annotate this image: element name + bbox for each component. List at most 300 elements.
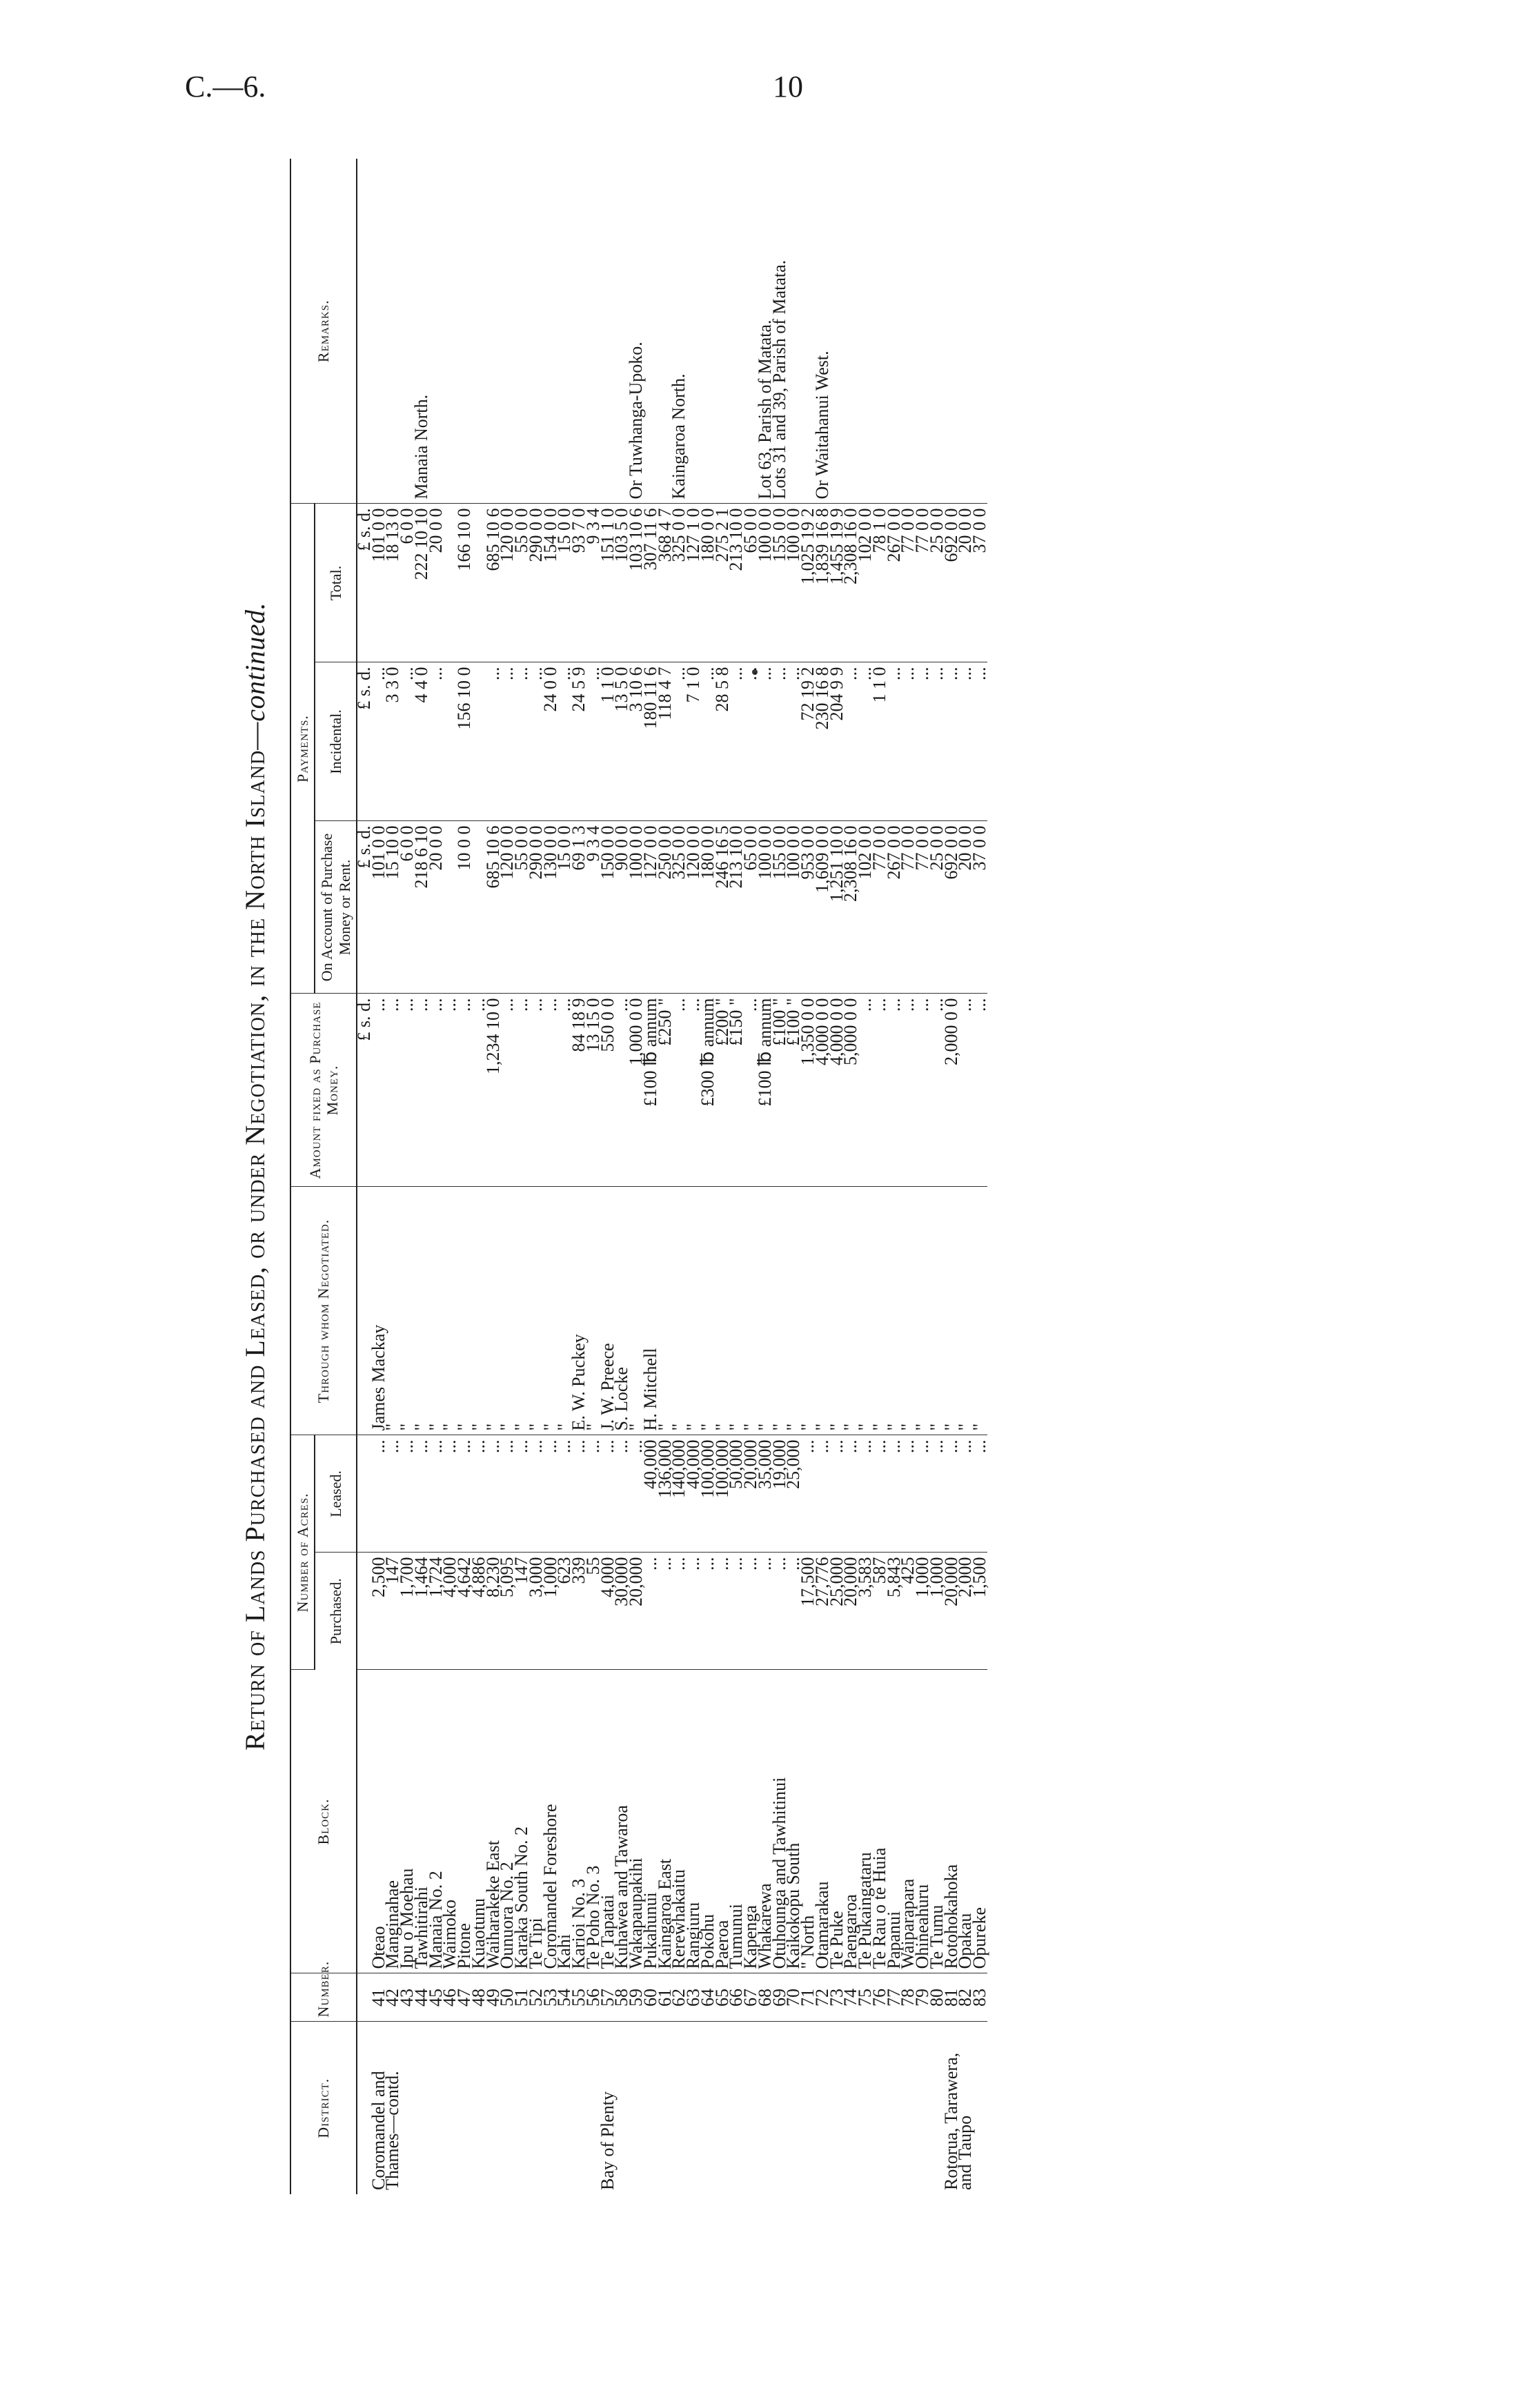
total-cell: 127 1 0 [687,504,701,662]
district-cell: Rotorua, Tarawera, [940,2052,961,2190]
purchased-cell: 20,000 [844,1553,858,1670]
through-cell: " [486,1187,501,1435]
remarks-cell [687,159,701,504]
through-cell: " [400,1187,415,1435]
incidental-cell: ... [901,662,916,821]
purchased-cell: 3,000 [529,1553,544,1670]
leased-cell: 140,000 [672,1435,687,1553]
amount-cell: ... [557,994,572,1187]
total-cell: 1,025 19 2 [801,504,816,662]
purchased-cell: 2,000 [958,1553,973,1670]
through-cell: " [945,1187,959,1435]
through-cell: " [801,1187,816,1435]
purchased-cell: 1,700 [400,1553,415,1670]
incidental-cell: ... [958,662,973,821]
district-cell [830,2022,845,2194]
incidental-cell: 156 10 0 [457,662,472,821]
number-cell: 42 [386,1973,400,2022]
total-cell: 77 0 0 [916,504,930,662]
number-cell: 66 [729,1973,744,2022]
block-cell: Rangiuru [687,1670,701,1973]
on-account-cell: 130 0 0 [544,821,558,994]
through-cell: " [887,1187,902,1435]
leased-cell: ... [529,1435,544,1553]
district-cell [400,2022,415,2194]
block-cell: Karaka South No. 2 [515,1670,529,1973]
remarks-cell: Or Tuwhanga-Upoko. [629,159,644,504]
block-cell: Whakarewa [758,1670,773,1973]
col-incidental: Incidental. [315,662,357,821]
incidental-cell: ... [787,662,801,821]
on-account-cell: 150 0 0 [601,821,615,994]
incidental-cell: ... [916,662,930,821]
incidental-cell: ... [887,662,902,821]
on-account-cell: 246 16 5 [715,821,730,994]
purchased-cell: 17,500 [801,1553,816,1670]
incidental-cell: 204 9 9 [830,662,845,821]
on-account-cell: 180 0 0 [701,821,715,994]
incidental-cell: ... [773,662,787,821]
number-cell: 61 [658,1973,673,2022]
through-cell: " [916,1187,930,1435]
purchased-cell: 4,886 [472,1553,486,1670]
remarks-cell [601,159,615,504]
purchased-cell: 147 [515,1553,529,1670]
leased-cell: ... [386,1435,400,1553]
block-cell: Coromandel Foreshore [544,1670,558,1973]
block-cell: Otuhounga and Tawhitinui [773,1670,787,1973]
incidental-cell: ... [500,662,515,821]
number-cell: 79 [916,1973,930,2022]
lands-return-table [290,159,990,2194]
district-cell [873,2022,887,2194]
total-cell: 37 0 0 [973,504,987,662]
remarks-cell [500,159,515,504]
number-cell: 82 [958,1973,973,2022]
through-cell: " [529,1187,544,1435]
through-cell: " [557,1187,572,1435]
incidental-cell: ... [744,662,758,821]
remarks-cell: Lots 31 and 39, Parish of Matata. [773,159,787,504]
amount-cell: 1,234 10 0 [486,994,501,1187]
remarks-cell: Lot 63, Parish of Matata. [758,159,773,504]
total-cell: 2,308 16 0 [844,504,858,662]
leased-cell: ... [873,1435,887,1553]
on-account-cell: 100 0 0 [758,821,773,994]
col-amount: Amount fixed as Purchase Money. [290,994,357,1187]
remarks-cell [586,159,601,504]
incidental-cell: ... [701,662,715,821]
incidental-cell: 3 3 0 [386,662,400,821]
leased-cell: ... [415,1435,429,1553]
amount-cell: ... [529,994,544,1187]
purchased-cell: 623 [557,1553,572,1670]
purchased-cell: 339 [572,1553,586,1670]
remarks-cell [844,159,858,504]
incidental-cell: 13 5 0 [615,662,629,821]
leased-cell: ... [372,1435,386,1553]
incidental-cell: 3 10 6 [629,662,644,821]
through-cell: James Mackay [372,1187,386,1435]
purchased-cell: ... [701,1553,715,1670]
leased-cell: ... [844,1435,858,1553]
through-cell: E. W. Puckey [572,1187,586,1435]
on-account-cell: 100 0 0 [787,821,801,994]
number-cell: 58 [615,1973,629,2022]
on-account-cell: 127 0 0 [644,821,658,994]
on-account-cell: 37 0 0 [973,821,987,994]
district-cell [429,2022,444,2194]
amount-cell: 4,000 0 0 [830,994,845,1187]
on-account-cell: 77 0 0 [916,821,930,994]
incidental-cell: ... [529,662,544,821]
amount-cell: £100 ℔ annum [758,994,773,1187]
remarks-cell [443,159,457,504]
total-cell: 154 0 0 [544,504,558,662]
incidental-cell: ... [758,662,773,821]
col-block: Block. [290,1670,357,1973]
total-cell: 25 0 0 [930,504,945,662]
purchased-cell: 147 [386,1553,400,1670]
incidental-cell: ... [945,662,959,821]
table-row [916,159,930,2194]
leased-cell: ... [400,1435,415,1553]
through-cell: " [958,1187,973,1435]
amount-cell: £100 ℔ annum [644,994,658,1187]
incidental-cell: 24 0 0 [544,662,558,821]
leased-cell: ... [958,1435,973,1553]
incidental-cell: ... [930,662,945,821]
table-row [701,159,715,2194]
total-cell: 685 10 6 [486,504,501,662]
leased-cell: ... [500,1435,515,1553]
leased-cell: ... [601,1435,615,1553]
through-cell: " [629,1187,644,1435]
col-total: Total. [315,504,357,662]
col-leased: Leased. [315,1435,357,1553]
table-row [515,159,529,2194]
table-row [672,159,687,2194]
through-cell: S. Locke [615,1187,629,1435]
leased-cell: ... [429,1435,444,1553]
total-cell: 65 0 0 [744,504,758,662]
incidental-cell: ... [486,662,501,821]
leased-cell: 35,000 [758,1435,773,1553]
on-account-cell: 90 0 0 [615,821,629,994]
district-cell: Bay of Plenty [597,2091,618,2190]
through-cell: " [472,1187,486,1435]
on-account-cell: 267 0 0 [887,821,902,994]
number-cell: 78 [901,1973,916,2022]
through-cell: " [901,1187,916,1435]
leased-cell: 50,000 [729,1435,744,1553]
amount-currency-units: £ s. d. [357,994,372,1187]
block-cell: Tawhitirahi [415,1670,429,1973]
number-cell: 44 [415,1973,429,2022]
number-cell: 52 [529,1973,544,2022]
through-cell: " [429,1187,444,1435]
on-account-cell: 102 0 0 [858,821,873,994]
through-cell: " [500,1187,515,1435]
purchased-cell: ... [687,1553,701,1670]
block-cell: Kaingaroa East [658,1670,673,1973]
number-cell: 50 [500,1973,515,2022]
through-cell: " [443,1187,457,1435]
leased-cell: ... [572,1435,586,1553]
incidental-cell: 4 4 0 [415,662,429,821]
incidental-cell: ... [729,662,744,821]
remarks-cell [644,159,658,504]
purchased-cell: ... [644,1553,658,1670]
on-account-cell: 155 0 0 [773,821,787,994]
amount-cell: ... [901,994,916,1187]
number-cell: 51 [515,1973,529,2022]
total-cell: 93 7 0 [572,504,586,662]
district-cell [544,2022,558,2194]
district-cell [887,2022,902,2194]
district-cell [515,2022,529,2194]
number-cell: 76 [873,1973,887,2022]
district-cell [500,2022,515,2194]
rotated-table-frame [228,159,1442,2194]
purchased-cell: ... [729,1553,744,1670]
number-cell: 53 [544,1973,558,2022]
number-cell: 59 [629,1973,644,2022]
through-cell: " [729,1187,744,1435]
purchased-cell: 587 [873,1553,887,1670]
block-cell: Manginahae [386,1670,400,1973]
incidental-cell: 7 1 0 [687,662,701,821]
district-cell [715,2022,730,2194]
leased-cell: ... [930,1435,945,1553]
leased-cell: ... [486,1435,501,1553]
incidental-cell: 72 19 2 [801,662,816,821]
table-row [457,159,472,2194]
on-account-cell: 685 10 6 [486,821,501,994]
amount-cell: ... [858,994,873,1187]
total-cell: 102 0 0 [858,504,873,662]
incidental-cell: ... [372,662,386,821]
block-cell: Kaikokopu South [787,1670,801,1973]
through-cell: " [873,1187,887,1435]
incidental-cell: ... [672,662,687,821]
through-cell: " [773,1187,787,1435]
district-cell [916,2022,930,2194]
leased-cell: ... [916,1435,930,1553]
purchased-cell: 4,642 [457,1553,472,1670]
incidental-currency-units: £ s. d. [357,662,372,821]
amount-cell: ... [615,994,629,1187]
remarks-cell [973,159,987,504]
purchased-cell: 3,583 [858,1553,873,1670]
amount-cell: £250 " [658,994,673,1187]
page-number: 10 [773,70,803,104]
number-cell: 55 [572,1973,586,2022]
district-cell [973,2022,987,2194]
purchased-cell: 4,000 [443,1553,457,1670]
amount-cell: ... [744,994,758,1187]
remarks-cell [887,159,902,504]
total-cell: 77 0 0 [901,504,916,662]
total-cell: 213 10 0 [729,504,744,662]
number-cell: 41 [372,1973,386,2022]
remarks-cell [958,159,973,504]
leased-cell: ... [586,1435,601,1553]
purchased-cell: 2,500 [372,1553,386,1670]
district-cell [644,2022,658,2194]
purchased-cell: ... [744,1553,758,1670]
total-cell: 18 13 0 [386,504,400,662]
incidental-cell: 118 4 7 [658,662,673,821]
purchased-cell: 1,000 [930,1553,945,1670]
through-cell: " [515,1187,529,1435]
block-cell: Te Pukaingataru [858,1670,873,1973]
total-cell: 1,455 19 9 [830,504,845,662]
through-cell: " [715,1187,730,1435]
district-cell [844,2022,858,2194]
total-cell: 78 1 0 [873,504,887,662]
total-cell: 151 1 0 [601,504,615,662]
number-cell: 69 [773,1973,787,2022]
incidental-cell: ... [858,662,873,821]
on-account-currency-units: £ s. d. [357,821,372,994]
number-cell: 60 [644,1973,658,2022]
on-account-cell: 218 6 10 [415,821,429,994]
total-cell: 166 10 0 [457,504,472,662]
incidental-cell: ... [400,662,415,821]
block-cell: Tumunui [729,1670,744,1973]
purchased-cell: 1,000 [544,1553,558,1670]
on-account-cell: 120 0 0 [500,821,515,994]
amount-cell: ... [873,994,887,1187]
on-account-cell: 213 10 0 [729,821,744,994]
block-cell: Karioi No. 3 [572,1670,586,1973]
remarks-cell: Or Waitahanui West. [816,159,830,504]
number-cell: 80 [930,1973,945,2022]
purchased-cell: 1,724 [429,1553,444,1670]
table-row [715,159,730,2194]
block-cell: Waiharakeke East [486,1670,501,1973]
amount-cell: ... [400,994,415,1187]
district-cell [572,2022,586,2194]
incidental-cell: 180 11 6 [644,662,658,821]
amount-cell: ... [544,994,558,1187]
total-cell: 100 0 0 [787,504,801,662]
leased-cell: 100,000 [701,1435,715,1553]
district-cell [758,2022,773,2194]
table-row [945,159,959,2194]
col-on-account: On Account of Purchase Money or Rent. [315,821,357,994]
total-cell: 307 11 6 [644,504,658,662]
remarks-cell [529,159,544,504]
incidental-cell: ... [515,662,529,821]
on-account-cell: 55 0 0 [515,821,529,994]
number-cell: 70 [787,1973,801,2022]
leased-cell: ... [801,1435,816,1553]
block-cell: Kahi [557,1670,572,1973]
block-cell: Kuaotunu [472,1670,486,1973]
number-cell: 68 [758,1973,773,2022]
district-cell [415,2022,429,2194]
number-cell: 72 [816,1973,830,2022]
remarks-cell [715,159,730,504]
table-row [629,159,644,2194]
total-cell: 692 0 0 [945,504,959,662]
through-cell: J. W. Preece [601,1187,615,1435]
leased-cell: 40,000 [687,1435,701,1553]
block-cell: Rotohokahoka [945,1670,959,1973]
total-cell: 368 4 7 [658,504,673,662]
table-row [586,159,601,2194]
purchased-cell: 1,000 [916,1553,930,1670]
leased-cell: ... [901,1435,916,1553]
incidental-cell: ... [429,662,444,821]
leased-cell: ... [816,1435,830,1553]
through-cell: " [758,1187,773,1435]
total-cell: 1,839 16 8 [816,504,830,662]
remarks-cell [916,159,930,504]
through-cell: " [415,1187,429,1435]
on-account-cell: 290 0 0 [529,821,544,994]
through-cell: " [658,1187,673,1435]
through-cell: " [744,1187,758,1435]
on-account-cell: 120 0 0 [687,821,701,994]
amount-cell: 1,350 0 0 [801,994,816,1187]
total-cell: 290 0 0 [529,504,544,662]
leased-cell: 20,000 [744,1435,758,1553]
district-cell [457,2022,472,2194]
total-cell: 325 0 0 [672,504,687,662]
purchased-cell: 30,000 [615,1553,629,1670]
through-cell: " [672,1187,687,1435]
total-cell: 180 0 0 [701,504,715,662]
district-cell [443,2022,457,2194]
purchased-cell: ... [672,1553,687,1670]
block-cell: Ohineahuru [916,1670,930,1973]
incidental-cell: 1 1 0 [873,662,887,821]
amount-cell: ... [958,994,973,1187]
through-cell: " [816,1187,830,1435]
remarks-cell [544,159,558,504]
block-cell: Otamarakau [816,1670,830,1973]
total-currency-units: £ s. d. [357,504,372,662]
col-remarks: Remarks. [290,159,357,504]
number-cell: 77 [887,1973,902,2022]
on-account-cell: 10 0 0 [457,821,472,994]
amount-cell: ... [887,994,902,1187]
remarks-cell [557,159,572,504]
through-cell: H. Mitchell [644,1187,658,1435]
remarks-cell: Manaia North. [415,159,429,504]
block-cell: Pukahunui [644,1670,658,1973]
through-cell: " [586,1187,601,1435]
district-cell [472,2022,486,2194]
table-row [544,159,558,2194]
leased-cell: ... [615,1435,629,1553]
on-account-cell: 69 1 3 [572,821,586,994]
number-cell: 64 [701,1973,715,2022]
amount-cell: 5,000 0 0 [844,994,858,1187]
incidental-cell: ... [586,662,601,821]
on-account-cell: 15 0 0 [557,821,572,994]
incidental-cell [472,662,486,821]
district-cell [773,2022,787,2194]
amount-cell: ... [443,994,457,1187]
leased-cell: ... [887,1435,902,1553]
block-cell: Opakau [958,1670,973,1973]
amount-cell: ... [429,994,444,1187]
block-cell: Te Tapatai [601,1670,615,1973]
